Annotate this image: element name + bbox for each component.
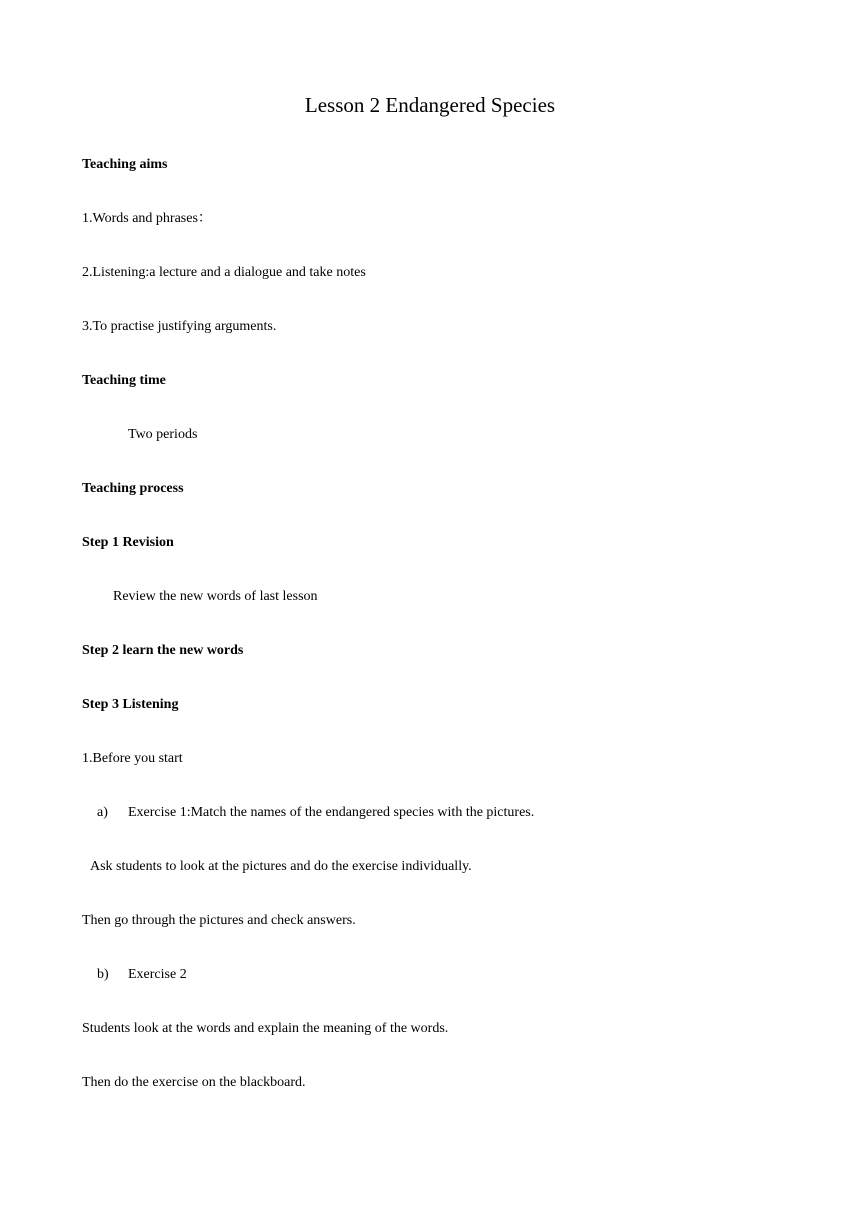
document-title: Lesson 2 Endangered Species bbox=[304, 93, 556, 117]
before-you-start: 1.Before you start bbox=[82, 751, 183, 766]
exercise-b-item bbox=[97, 966, 187, 984]
exercise-a-item bbox=[97, 804, 534, 822]
exercise-b-marker: b) bbox=[97, 967, 109, 982]
exercise-b-followup: Then do the exercise on the blackboard. bbox=[82, 1075, 306, 1090]
exercise-a-text: Exercise 1:Match the names of the endangered species with the pictures. bbox=[128, 805, 535, 820]
step-3-heading: Step 3 Listening bbox=[82, 697, 179, 712]
step-1-heading: Step 1 Revision bbox=[82, 535, 174, 550]
step-2-heading: Step 2 learn the new words bbox=[82, 643, 244, 658]
exercise-b-text: Exercise 2 bbox=[128, 967, 187, 982]
exercise-b-instruction: Students look at the words and explain the meaning of the words. bbox=[82, 1021, 449, 1036]
teaching-time-heading: Teaching time bbox=[82, 373, 166, 388]
aim-item-1: 1.Words and phrases： bbox=[82, 211, 212, 226]
teaching-aims-heading: Teaching aims bbox=[82, 157, 168, 172]
teaching-time-value: Two periods bbox=[128, 427, 198, 442]
exercise-a-instruction: Ask students to look at the pictures and do the exercise individually. bbox=[90, 859, 472, 874]
aim-item-2: 2.Listening:a lecture and a dialogue and take notes bbox=[82, 265, 366, 280]
aim-item-3: 3.To practise justifying arguments. bbox=[82, 319, 277, 334]
teaching-process-heading: Teaching process bbox=[82, 481, 184, 496]
step-1-text: Review the new words of last lesson bbox=[113, 589, 318, 604]
exercise-a-followup: Then go through the pictures and check answers. bbox=[82, 913, 356, 928]
exercise-a-marker: a) bbox=[97, 805, 108, 820]
